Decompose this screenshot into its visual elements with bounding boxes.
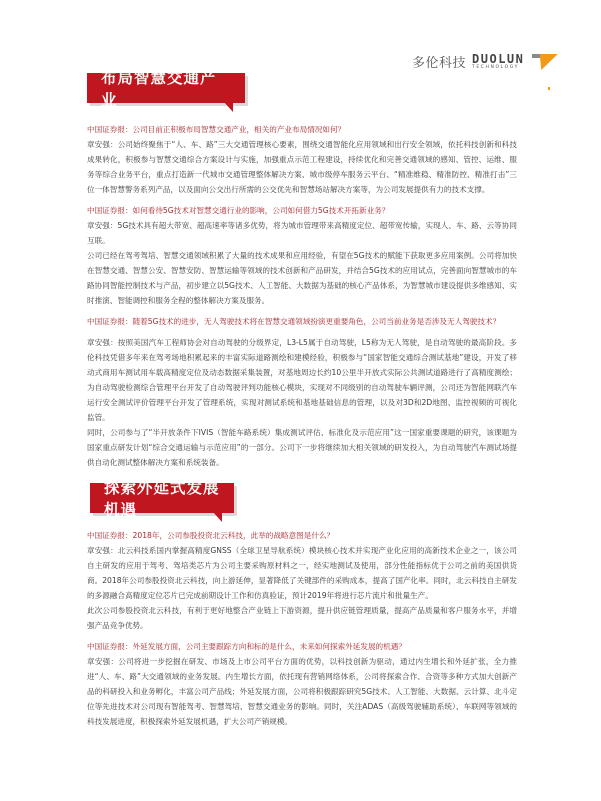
answer: 章安强：公司将进一步挖掘在研发、市场及上市公司平台方面的优势，以科技创新为驱动，通过内生增长和外延扩张，全力推进“人、车、路”大交通领域的业务发展。内生增长方面，依托现有营销网络体系，公司将探索合作、合资等多种方式加大创新产品的科研投入和业务孵化，丰富公司产品线；外延发展方面，公司将积极跟踪研究5G技术、人工智能、大数据、云计算、北斗定位等先进技术对公司现有智能驾考、智慧驾培、智慧交通业务的影响。同时，关注ADAS（高级驾驶辅助系统）、车联网等领域的科技发展进度，积极探索外延发展机遇，扩大公司产销规模。 <box>87 657 517 726</box>
question: 中国证券报：公司目前正积极布局智慧交通产业，相关的产业布局情况如何？ <box>87 125 346 134</box>
section-body-smart-traffic <box>87 122 517 470</box>
logo-english-name: DUOLUN <box>472 51 525 66</box>
answer: 同时，公司参与了“半开放条件下IVIS（智能车路系统）集成测试评估、标准化及示范应用”这一国家重要课题的研究，该课题为国家重点研发计划“综合交通运输与示范应用”的一部分。公司下一步将继续加大相关领域的研发投入，为自动驾驶汽车测试场提供自动化测试整体解决方案和系统装备。 <box>87 428 517 467</box>
answer: 公司已经在驾考驾培、智慧交通领域积累了大量的技术成果和应用经验，有望在5G技术的赋能下获取更多应用案例。公司将加快在智慧交通、智慧公安、智慧安防、智慧运输等领域的技术创新和产品研发，并结合5G技术的应用试点，完善面向智慧城市的车路协同智能控制技术与产品，初步建立以5G技术、人工智能、大数据为基础的核心产品体系，为智慧城市建设提供多维感知、实时推演、智能调控和服务全程的整体解决方案及服务。 <box>87 251 517 305</box>
section-title-text: 探索外延式发展机遇 <box>104 479 220 519</box>
decorative-dot <box>548 87 550 90</box>
section-title-text: 布局智慧交通产业 <box>101 69 217 109</box>
banner-tail <box>213 512 222 522</box>
answer: 章安强：公司始终聚焦于“人、车、路”三大交通管理核心要素，围绕交通智能化应用领域和出行安全领域，依托科技创新和科技成果转化，积极参与智慧交通综合方案设计与实施，加强重点示范工程建设，持续优化和完善交通领域的感知、管控、运维、服务等综合业务平台，重点打造新一代城市交通管理整体解决方案、城市级停车服务云平台、“精准维稳、精准防控、精准打击”三位一体智慧警务系列产品，以及面向公交出行所需的公交优先和智慧场站解决方案等，为公司发展提供有力的技术支撑。 <box>87 140 517 194</box>
logo-english <box>472 53 524 71</box>
question: 中国证券报：如何看待5G技术对智慧交通行业的影响，公司如何借力5G技术开拓新业务？ <box>87 206 390 215</box>
question: 中国证券报：随着5G技术的进步，无人驾驶技术将在智慧交通领域扮演更重要角色，公司当前业务是否涉及无人驾驶技术？ <box>87 317 501 326</box>
answer: 章安强：按照美国汽车工程师协会对自动驾驶的分级界定，L3-L5属于自动驾驶，L5称为无人驾驶，是自动驾驶的最高阶段。多伦科技凭借多年来在驾考场地积累起来的丰富实际道路测绘和建模经验，积极参与“国家智能交通综合测试基地”建设，开发了移动式商用车测试用车载高精度定位及动态数据采集装置，对基地周边长约10公里半开放式实际公共测试道路进行了高精度测绘；为自动驾驶检测综合管理平台开发了自动驾驶评判功能核心模块，实现对不同级别的自动驾驶车辆评测，公司还为智能网联汽车运行安全测试评价管理平台开发了管理系统，实现对测试系统和基地基础信息的管理，以及对3D和2D地图、监控视频的可视化监管。 <box>87 338 517 422</box>
logo-mark-icon <box>532 54 554 70</box>
answer: 章安强：5G技术具有超大带宽、超高速率等诸多优势，将为城市管理带来高精度定位、超带宽传输，实现人、车、路、云等协同互联。 <box>87 221 517 245</box>
question: 中国证券报：2018年，公司参股投资北云科技，此举的战略意图是什么？ <box>87 531 335 540</box>
banner-tail <box>224 102 233 112</box>
question: 中国证券报：外延发展方面，公司主要跟踪方向和标的是什么，未来如何探索外延发展的机遇？ <box>87 642 406 651</box>
logo-english-subtitle: TECHNOLOGY <box>472 64 519 70</box>
section-body-expansion <box>87 528 517 729</box>
answer: 此次公司参股投资北云科技，有利于更好地整合产业链上下游资源，提升供应链管理质量，提高产品质量和客户服务水平，并增强产品竞争优势。 <box>87 606 517 630</box>
company-logo <box>412 52 554 71</box>
section-title-expansion <box>90 479 234 519</box>
section-title-smart-traffic <box>87 69 245 109</box>
answer: 章安强：北云科技系国内掌握高精度GNSS（全球卫星导航系统）模块核心技术并实现产业化应用的高新技术企业之一，该公司自主研发的应用于驾考、驾培类芯片为公司主要采购原材料之一，经实地测试及使用，部分性能指标优于公司之前的美国供货商。2018年公司参股投资北云科技，向上游延伸，显著降低了关键部件的采购成本，提高了国产化率。同时，北云科技自主研发的多源融合高精度定位芯片已完成前期设计工作和仿真验证，预计2019年将进行芯片流片和批量生产。 <box>87 546 517 600</box>
logo-chinese-name: 多伦科技 <box>412 56 467 71</box>
